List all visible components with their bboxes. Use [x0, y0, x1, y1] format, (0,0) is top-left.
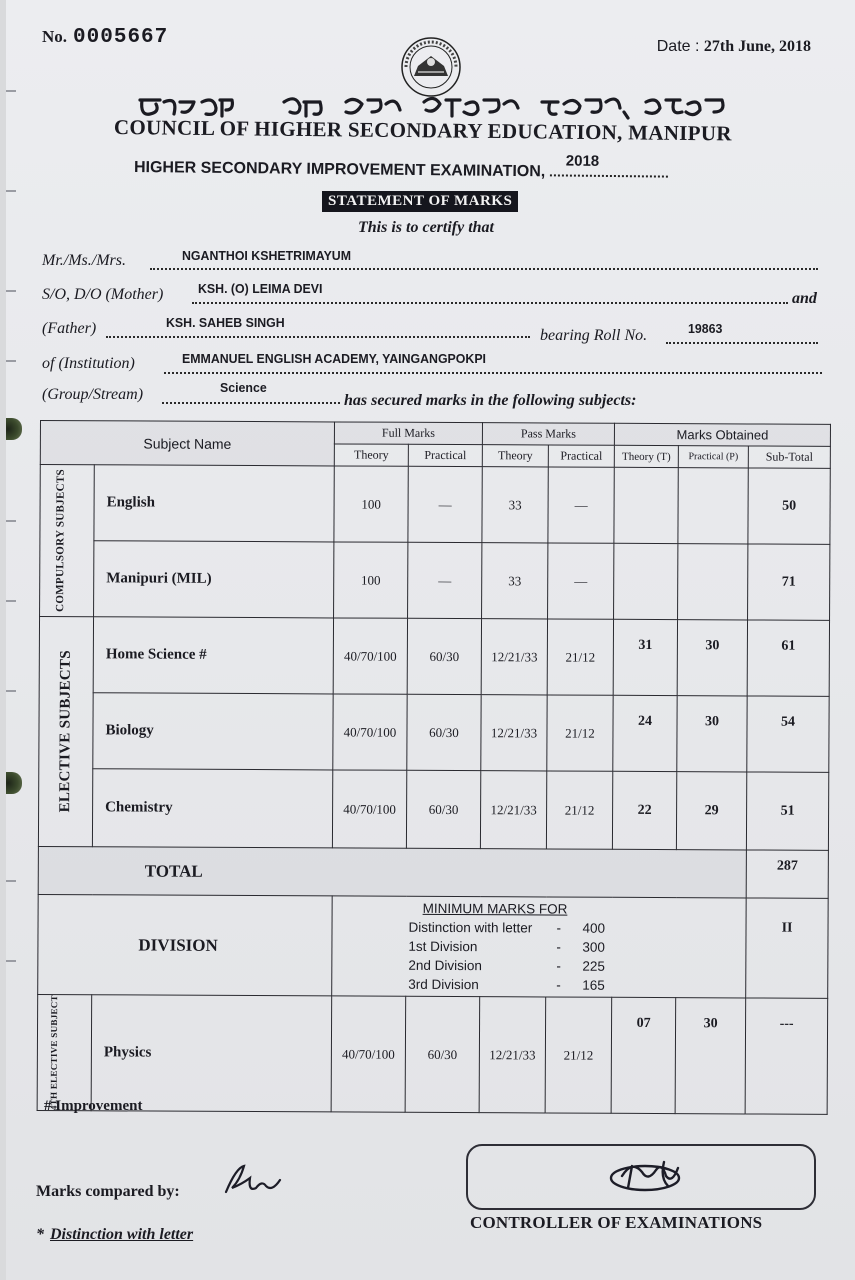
punch-hole-top — [6, 418, 22, 440]
subject-name: Biology — [93, 693, 333, 770]
subtotal-value: 54 — [747, 696, 829, 772]
total-label: TOTAL — [38, 846, 746, 897]
council-seal-icon — [400, 36, 462, 98]
total-value: 287 — [746, 850, 828, 898]
header-pm-theory: Theory — [482, 445, 548, 467]
improvement-note: # Improvement — [44, 1098, 143, 1114]
and-text: and — [792, 290, 817, 307]
exam-year: 2018 — [565, 152, 600, 170]
marks-statement-document — [6, 0, 855, 1280]
subtotal-value: 61 — [747, 620, 829, 696]
min-marks-title: MINIMUM MARKS FOR — [422, 900, 568, 917]
certify-text: This is to certify that — [358, 219, 494, 236]
subject-name: English — [94, 465, 334, 542]
group-compulsory: COMPULSORY SUBJECTS — [40, 465, 95, 617]
min-marks-item: 2nd Division - 225 — [408, 957, 605, 974]
header-full-marks: Full Marks — [334, 422, 482, 445]
subtotal-value: 71 — [748, 544, 830, 620]
stream-label: (Group/Stream) — [42, 386, 144, 403]
student-name: NGANTHOI KSHETRIMAYUM — [182, 248, 352, 263]
group-elective: ELECTIVE SUBJECTS — [38, 617, 93, 847]
exam-title: HIGHER SECONDARY IMPROVEMENT EXAMINATION, 2018 — [134, 156, 668, 183]
checker-signature-icon — [222, 1158, 286, 1202]
subtotal-value: 51 — [746, 772, 828, 850]
father-label: (Father) — [42, 320, 97, 337]
subject-name: Chemistry — [92, 769, 332, 848]
stream-value: Science — [220, 380, 267, 395]
subject-name: Physics — [91, 995, 332, 1112]
statement-of-marks-title: STATEMENT OF MARKS — [322, 191, 518, 212]
min-marks-item: Distinction with letter - 400 — [408, 919, 606, 936]
roll-number: 19863 — [688, 321, 723, 336]
header-pm-practical: Practical — [548, 445, 614, 467]
institution-name: EMMANUEL ENGLISH ACADEMY, YAINGANGPOKPI — [182, 351, 486, 366]
father-name: KSH. SAHEB SINGH — [166, 315, 285, 330]
table-row: Chemistry 40/70/100 60/30 12/21/33 21/12 22 29 51 — [38, 768, 828, 850]
minimum-marks-box — [332, 896, 747, 998]
roll-label: bearing Roll No. — [540, 327, 648, 344]
mother-name: KSH. (O) LEIMA DEVI — [198, 281, 323, 296]
certificate-number: No. 0005667 — [42, 26, 169, 49]
header-subject-name: Subject Name — [40, 421, 334, 466]
subtotal-value: 50 — [748, 468, 830, 544]
subject-name: Manipuri (MIL) — [94, 541, 334, 618]
marks-compared-label: Marks compared by: — [36, 1183, 180, 1200]
division-label: DIVISION — [38, 894, 332, 995]
subtotal-value: --- — [745, 998, 828, 1114]
punch-hole-bottom — [6, 772, 22, 794]
table-row: ELECTIVE SUBJECTS Home Science # 40/70/100 60/30 12/21/33 21/12 31 30 61 — [39, 617, 829, 697]
header-marks-obtained: Marks Obtained — [614, 423, 830, 446]
controller-of-examinations: CONTROLLER OF EXAMINATIONS — [470, 1213, 763, 1232]
secured-text: has secured marks in the following subjects: — [344, 392, 637, 409]
issue-date: Date : 27th June, 2018 — [656, 38, 811, 55]
min-marks-item: 3rd Division - 165 — [408, 976, 605, 993]
institution-label: of (Institution) — [42, 355, 135, 372]
name-label: Mr./Ms./Mrs. — [42, 252, 127, 269]
header-obt-theory: Theory (T) — [614, 445, 678, 467]
division-row — [38, 894, 829, 998]
mother-label: S/O, D/O (Mother) — [42, 286, 164, 303]
header-pass-marks: Pass Marks — [482, 423, 614, 446]
division-value: II — [746, 898, 828, 998]
table-row: 4TH ELECTIVE SUBJECT Physics 40/70/100 60/30 12/21/33 21/12 07 30 --- — [37, 994, 828, 1114]
group-4th-elective: 4TH ELECTIVE SUBJECT — [37, 994, 92, 1110]
controller-signature-icon — [602, 1148, 688, 1200]
total-row — [38, 846, 828, 898]
table-row: Manipuri (MIL) 100 — 33 — 71 — [40, 541, 830, 621]
header-fm-theory: Theory — [334, 444, 408, 466]
header-obt-practical: Practical (P) — [678, 446, 748, 468]
council-name: COUNCIL OF HIGHER SECONDARY EDUCATION, MANIPUR — [113, 115, 732, 146]
marks-table — [37, 420, 831, 1115]
table-row: COMPULSORY SUBJECTS English 100 — 33 — 50 — [40, 465, 830, 545]
header-subtotal: Sub-Total — [748, 446, 830, 468]
header-fm-practical: Practical — [408, 444, 482, 466]
table-row: Biology 40/70/100 60/30 12/21/33 21/12 24 30 54 — [39, 692, 829, 772]
distinction-footnote: * Distinction with letter — [36, 1226, 194, 1243]
min-marks-item: 1st Division - 300 — [408, 938, 605, 955]
subject-name: Home Science # — [93, 617, 333, 694]
